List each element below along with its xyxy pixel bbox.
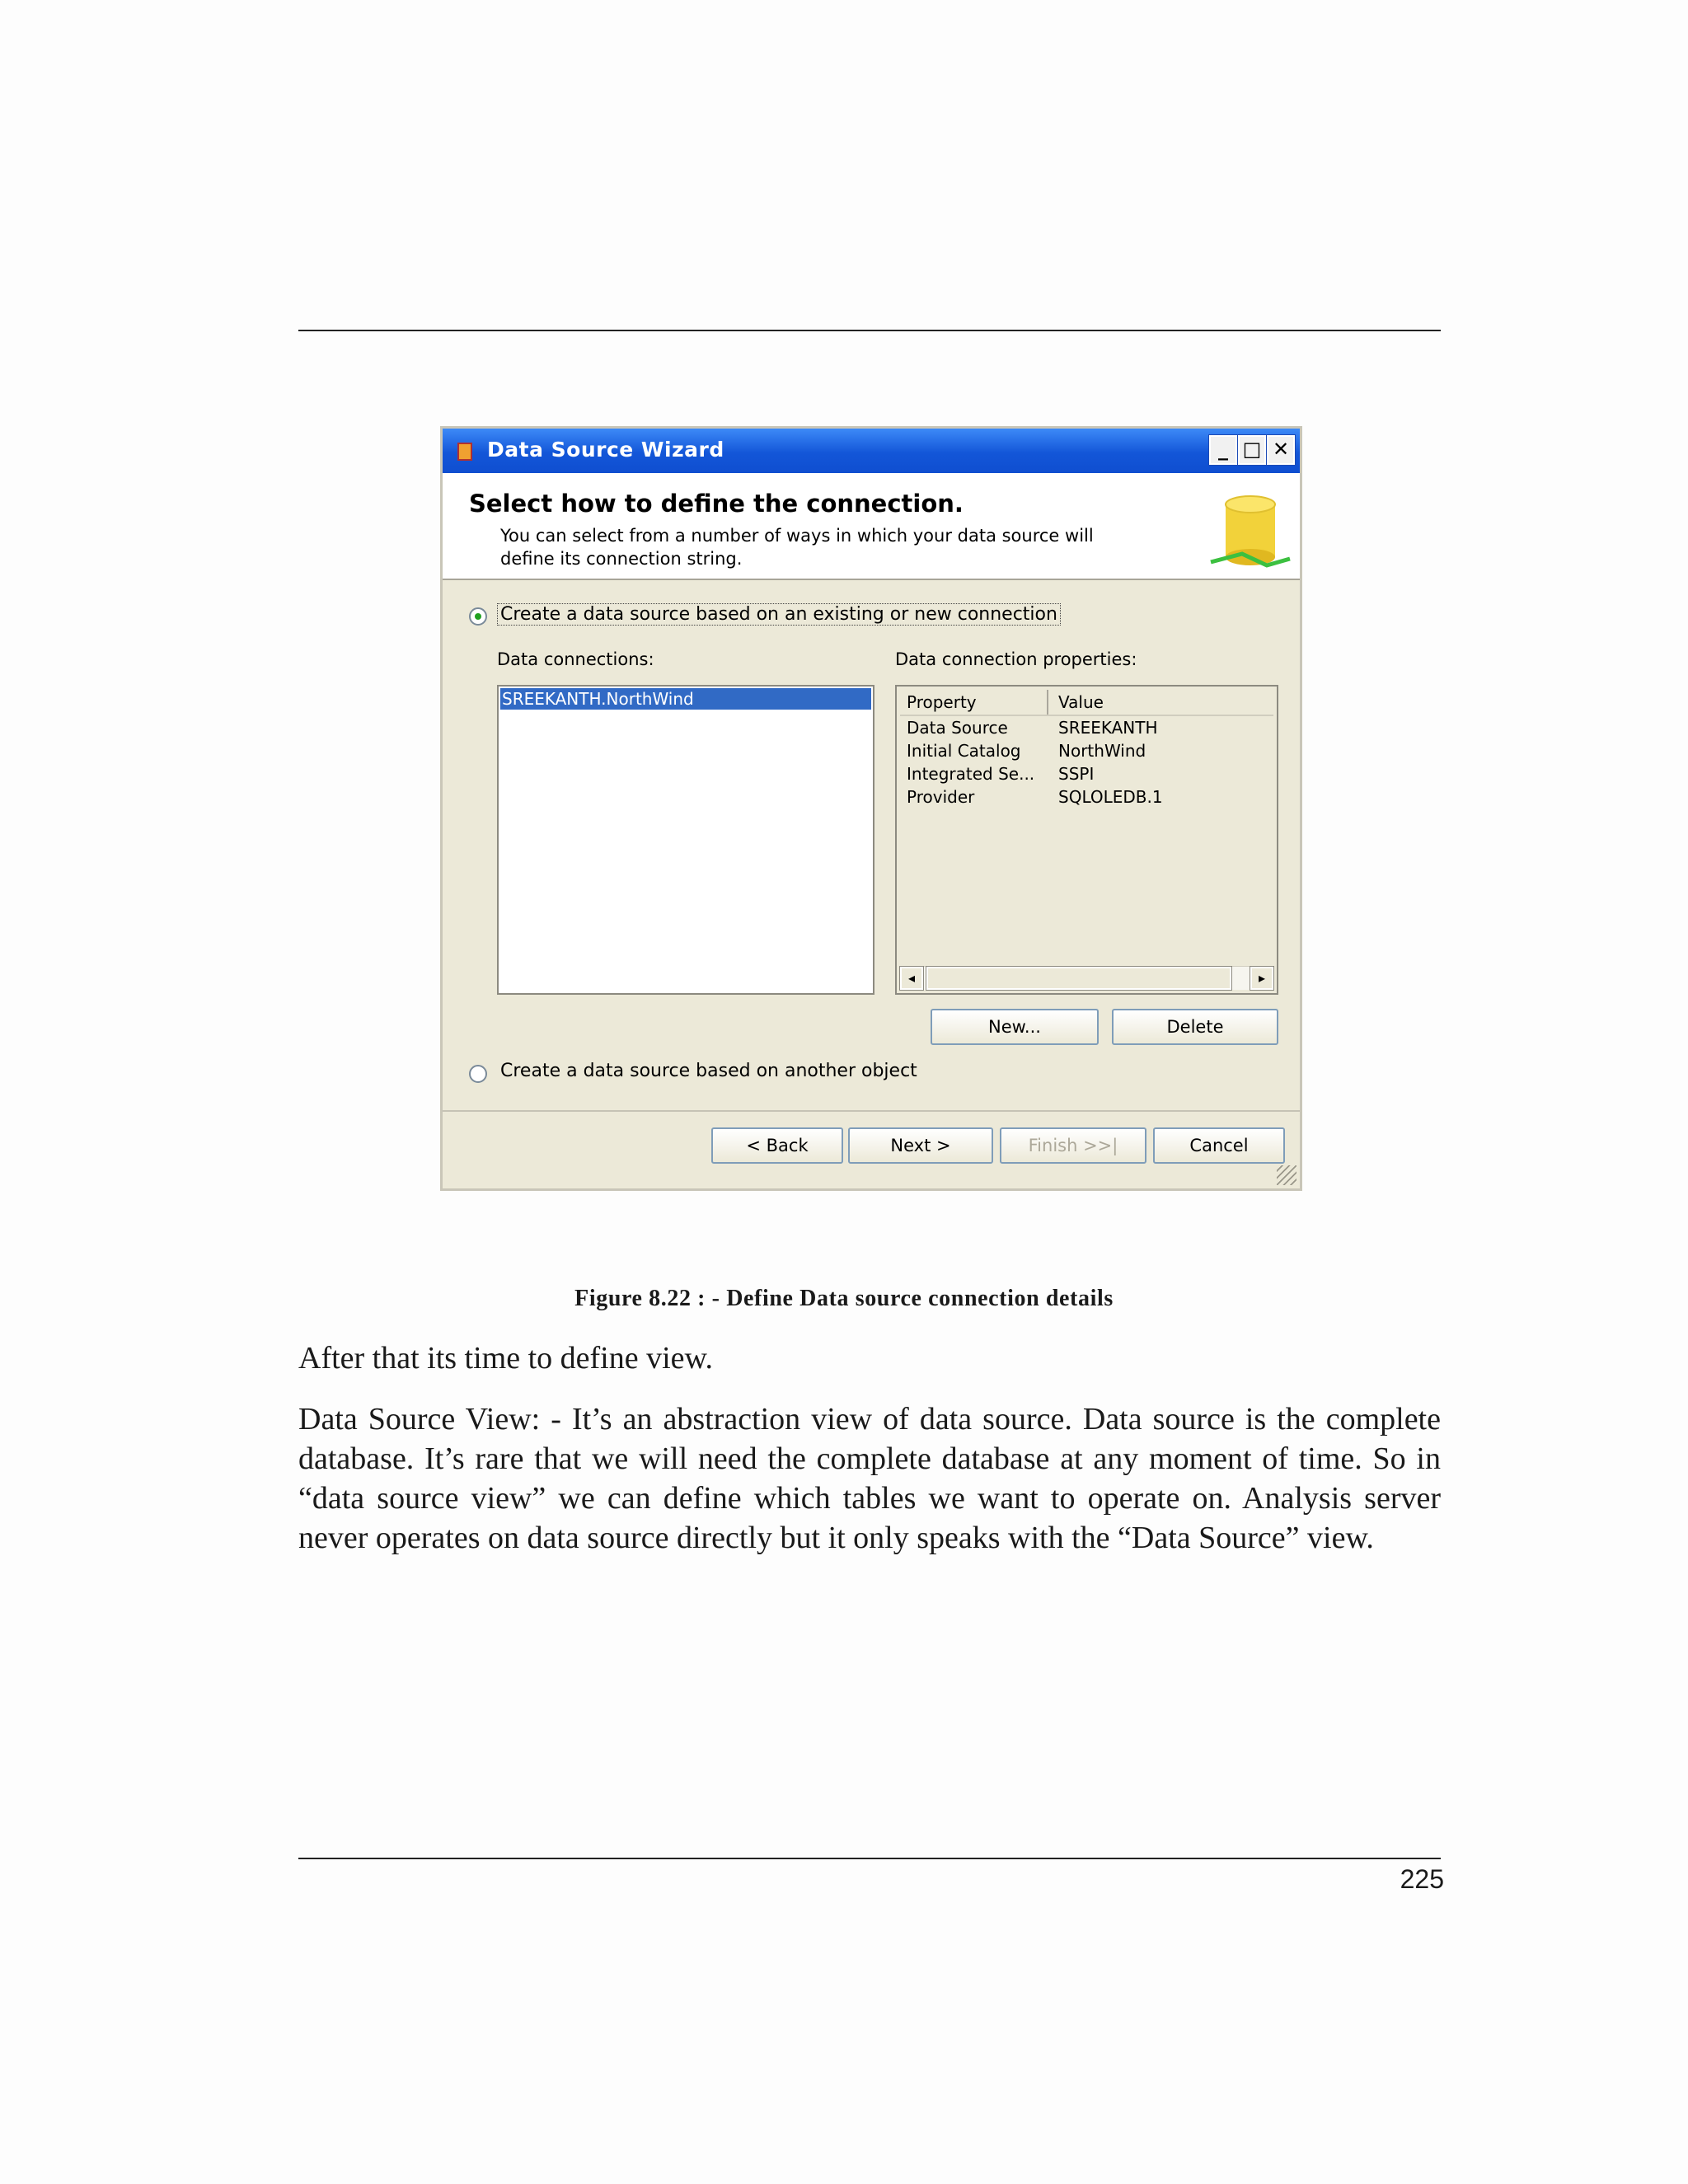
value-column-header[interactable]: Value xyxy=(1058,692,1104,712)
property-name: Integrated Se... xyxy=(907,764,1035,784)
footer-rule xyxy=(298,1858,1441,1859)
property-name: Initial Catalog xyxy=(907,741,1021,761)
property-value: SREEKANTH xyxy=(1058,718,1158,738)
property-name: Data Source xyxy=(907,718,1008,738)
new-connection-button[interactable]: New... xyxy=(931,1009,1099,1045)
close-button[interactable]: ✕ xyxy=(1267,435,1295,465)
properties-label: Data connection properties: xyxy=(895,649,1137,669)
wizard-header xyxy=(443,473,1300,580)
property-column-header[interactable]: Property xyxy=(907,692,977,712)
maximize-button[interactable]: □ xyxy=(1238,435,1266,465)
database-icon xyxy=(1209,490,1292,572)
app-icon xyxy=(457,443,472,461)
cancel-button[interactable]: Cancel xyxy=(1153,1127,1285,1164)
data-source-wizard-window xyxy=(440,426,1302,1191)
existing-connection-label[interactable]: Create a data source based on an existing or new connection xyxy=(497,603,1061,626)
connection-properties-grid xyxy=(895,685,1278,995)
existing-connection-radio[interactable] xyxy=(469,607,487,626)
properties-header xyxy=(900,690,1273,716)
paragraph: After that its time to define view. xyxy=(298,1341,713,1376)
another-object-label[interactable]: Create a data source based on another object xyxy=(500,1061,917,1081)
page-number: 225 xyxy=(1400,1864,1444,1894)
property-value: SQLOLEDB.1 xyxy=(1058,787,1163,807)
title-bar[interactable] xyxy=(443,429,1300,473)
scroll-right-arrow-icon[interactable]: ▸ xyxy=(1250,967,1273,990)
delete-connection-button[interactable]: Delete xyxy=(1112,1009,1278,1045)
wizard-step-title: Select how to define the connection. xyxy=(469,490,964,518)
another-object-radio[interactable] xyxy=(469,1065,487,1083)
data-connections-list[interactable] xyxy=(497,685,874,995)
column-divider[interactable] xyxy=(1047,690,1048,715)
scroll-left-arrow-icon[interactable]: ◂ xyxy=(900,967,923,990)
scrollbar-thumb[interactable] xyxy=(926,967,1231,990)
minimize-button[interactable]: _ xyxy=(1209,435,1237,465)
property-value: NorthWind xyxy=(1058,741,1146,761)
finish-button[interactable]: Finish >>| xyxy=(1000,1127,1146,1164)
figure-caption: Figure 8.22 : - Define Data source connection details xyxy=(574,1286,1114,1311)
footer-divider xyxy=(443,1110,1300,1112)
resize-grip-icon[interactable] xyxy=(1277,1165,1296,1185)
paragraph: Data Source View: - It’s an abstraction view of data source. Data source is the complete database. It’s rare that we will need the complete database at any moment of time. So in “data source view” we can define which tables we want to operate on. Analysis server never operates on data source directly but it only speaks with the “Data Source” view. xyxy=(298,1402,1441,1555)
window-title: Data Source Wizard xyxy=(487,438,724,462)
horizontal-scrollbar[interactable] xyxy=(900,966,1273,990)
wizard-step-description: You can select from a number of ways in which your data source will define its connection string. xyxy=(500,526,1094,569)
property-name: Provider xyxy=(907,787,975,807)
back-button[interactable]: < Back xyxy=(711,1127,843,1164)
list-item[interactable]: SREEKANTH.NorthWind xyxy=(500,688,871,710)
data-connections-label: Data connections: xyxy=(497,649,654,669)
property-value: SSPI xyxy=(1058,764,1095,784)
next-button[interactable]: Next > xyxy=(848,1127,993,1164)
header-rule xyxy=(298,330,1441,331)
